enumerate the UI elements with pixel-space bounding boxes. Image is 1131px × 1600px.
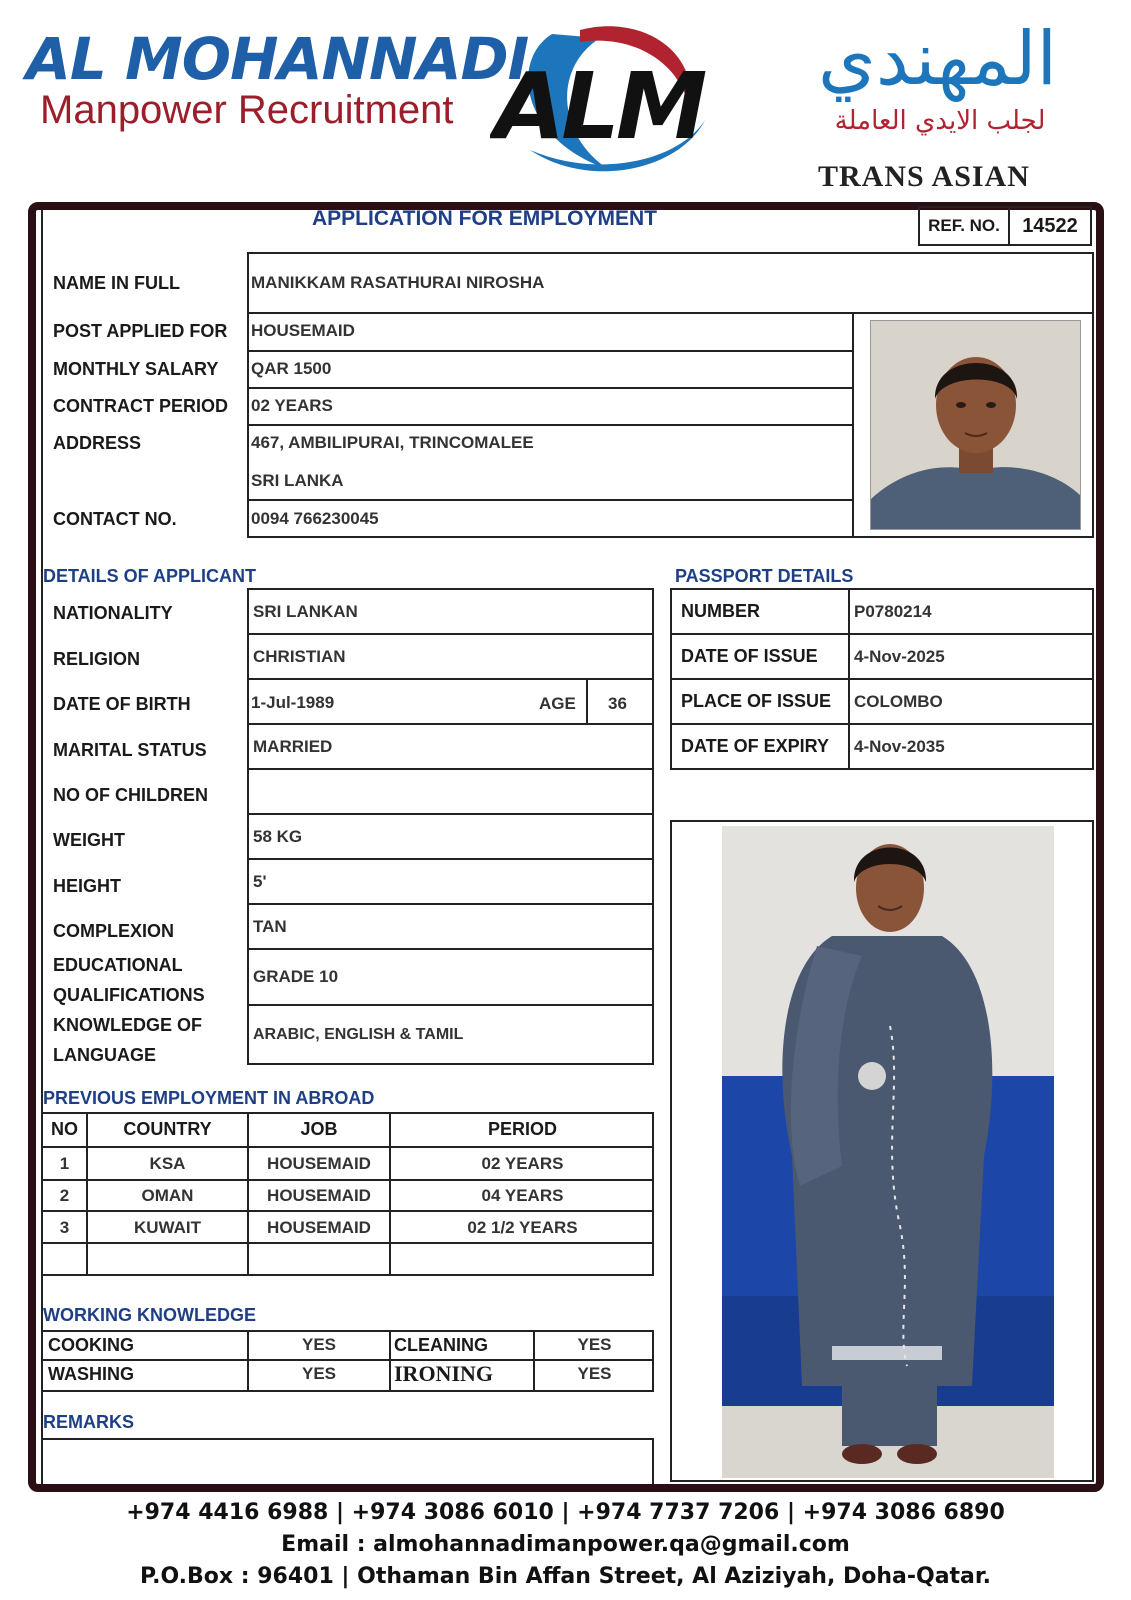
language-label-line-2: LANGUAGE — [53, 1045, 156, 1065]
form-title: APPLICATION FOR EMPLOYMENT — [312, 207, 657, 230]
post-value: HOUSEMAID — [251, 321, 355, 340]
ref-number-box — [918, 206, 1092, 246]
salary-value: QAR 1500 — [251, 359, 332, 378]
full-photo-illustration — [722, 826, 1054, 1478]
children-value — [247, 768, 654, 815]
portrait-illustration — [871, 321, 1081, 530]
education-value: GRADE 10 — [247, 948, 654, 1006]
name-row-divider — [247, 312, 1094, 314]
remarks-field — [41, 1438, 654, 1484]
passport-number-value: P0780214 — [848, 588, 1094, 635]
employment-row-1-period: 02 YEARS — [481, 1154, 564, 1173]
employment-row-3-job: HOUSEMAID — [267, 1218, 371, 1237]
working-col-divider-2 — [389, 1330, 391, 1392]
age-value: 36 — [608, 694, 627, 713]
footer-phone-numbers: +974 4416 6988 | +974 3086 6010 | +974 7737 7206 | +974 3086 6890 — [126, 1500, 1005, 1525]
language-value: ARABIC, ENGLISH & TAMIL — [247, 1004, 654, 1065]
employment-row-divider-4 — [41, 1242, 654, 1244]
employment-row-divider-1 — [41, 1146, 654, 1148]
employment-header-job: JOB — [300, 1119, 338, 1139]
logo-mark-text: ALM — [494, 53, 704, 160]
employment-row-2-country: OMAN — [141, 1186, 194, 1205]
contract-label: CONTRACT PERIOD — [53, 396, 228, 416]
employment-row-1-job: HOUSEMAID — [267, 1154, 371, 1173]
applicant-section-title: DETAILS OF APPLICANT — [43, 566, 256, 586]
ref-number-label: REF. NO. — [920, 208, 1010, 244]
contract-value: 02 YEARS — [251, 396, 333, 415]
salary-label: MONTHLY SALARY — [53, 359, 219, 379]
divider-post — [247, 350, 854, 352]
age-label: AGE — [539, 694, 576, 713]
weight-label: WEIGHT — [53, 830, 125, 850]
employment-row-divider-2 — [41, 1179, 654, 1181]
form-inner-border — [41, 210, 43, 1484]
height-label: HEIGHT — [53, 876, 122, 896]
passport-issue-value: 4-Nov-2025 — [848, 633, 1094, 680]
ironing-label: IRONING — [394, 1361, 494, 1386]
marital-value: MARRIED — [247, 723, 654, 770]
ironing-value: YES — [577, 1364, 612, 1383]
employment-row-2-period: 04 YEARS — [481, 1186, 564, 1205]
working-row-divider — [41, 1359, 654, 1361]
divider-salary — [247, 387, 854, 389]
height-value: 5' — [247, 858, 654, 905]
nationality-label: NATIONALITY — [53, 603, 173, 623]
cleaning-label: CLEANING — [394, 1335, 488, 1355]
post-label: POST APPLIED FOR — [53, 321, 228, 341]
footer-address: P.O.Box : 96401 | Othaman Bin Affan Street, Al Aziziyah, Doha-Qatar. — [140, 1564, 991, 1589]
divider-address — [247, 499, 854, 501]
employment-row-1-no: 1 — [59, 1154, 70, 1173]
education-label-line-2: QUALIFICATIONS — [53, 985, 205, 1005]
passport-place-label: PLACE OF ISSUE — [670, 678, 850, 725]
company-logo-tagline: Manpower Recruitment — [40, 88, 454, 132]
passport-expiry-value: 4-Nov-2035 — [848, 723, 1094, 770]
partner-name: TRANS ASIAN — [818, 160, 1030, 193]
cooking-value: YES — [301, 1335, 337, 1354]
remarks-section-title: REMARKS — [43, 1412, 135, 1432]
employment-row-1-country: KSA — [149, 1154, 186, 1173]
employment-row-3-period: 02 1/2 YEARS — [467, 1218, 578, 1237]
company-logo-name: AL MOHANNADI — [26, 25, 529, 93]
employment-header-period: PERIOD — [487, 1119, 557, 1139]
applicant-portrait-photo — [870, 320, 1081, 530]
ref-number-value: 14522 — [1022, 214, 1078, 237]
employment-section-title: PREVIOUS EMPLOYMENT IN ABROAD — [43, 1088, 375, 1108]
employment-row-2-no: 2 — [59, 1186, 70, 1205]
marital-label: MARITAL STATUS — [53, 740, 207, 760]
divider-contract — [247, 424, 854, 426]
contact-value: 0094 766230045 — [251, 509, 379, 528]
dob-value: 1-Jul-1989 — [251, 693, 335, 712]
employment-header-no: NO — [51, 1119, 78, 1139]
company-logo-arabic: المهندي — [817, 16, 1058, 102]
weight-value: 58 KG — [247, 813, 654, 860]
washing-value: YES — [301, 1364, 337, 1383]
contact-label: CONTACT NO. — [53, 509, 177, 529]
passport-section-title: PASSPORT DETAILS — [675, 566, 854, 586]
passport-place-value: COLOMBO — [848, 678, 1094, 725]
address-label: ADDRESS — [53, 433, 142, 453]
alm-logo-mark — [490, 20, 730, 180]
complexion-value: TAN — [247, 903, 654, 950]
footer-email: Email : almohannadimanpower.qa@gmail.com — [281, 1532, 850, 1557]
name-value: MANIKKAM RASATHURAI NIROSHA — [251, 273, 545, 292]
employment-header-country: COUNTRY — [123, 1119, 212, 1139]
washing-label: WASHING — [48, 1364, 135, 1384]
children-label: NO OF CHILDREN — [53, 785, 208, 805]
address-line-1: 467, AMBILIPURAI, TRINCOMALEE — [251, 433, 534, 452]
employment-row-3-no: 3 — [59, 1218, 70, 1237]
religion-label: RELIGION — [53, 649, 141, 669]
religion-value: CHRISTIAN — [247, 633, 654, 680]
age-divider — [586, 678, 588, 725]
nationality-value: SRI LANKAN — [247, 588, 654, 635]
working-section-title: WORKING KNOWLEDGE — [43, 1305, 256, 1325]
company-logo-arabic-tagline: لجلب الايدي العاملة — [834, 106, 1046, 136]
passport-expiry-label: DATE OF EXPIRY — [670, 723, 850, 770]
applicant-full-photo-frame — [670, 820, 1094, 1482]
address-line-2: SRI LANKA — [251, 471, 344, 490]
cleaning-value: YES — [577, 1335, 612, 1354]
employment-row-2-job: HOUSEMAID — [267, 1186, 371, 1205]
dob-label: DATE OF BIRTH — [53, 694, 191, 714]
education-label-line-1: EDUCATIONAL — [53, 955, 183, 975]
passport-number-label: NUMBER — [670, 588, 850, 635]
employment-row-divider-3 — [41, 1210, 654, 1212]
passport-issue-label: DATE OF ISSUE — [670, 633, 850, 680]
name-label: NAME IN FULL — [53, 273, 180, 293]
language-label-line-1: KNOWLEDGE OF — [53, 1015, 202, 1035]
applicant-full-photo — [722, 826, 1054, 1478]
employment-row-3-country: KUWAIT — [133, 1218, 202, 1237]
cooking-label: COOKING — [48, 1335, 135, 1355]
complexion-label: COMPLEXION — [53, 921, 175, 941]
